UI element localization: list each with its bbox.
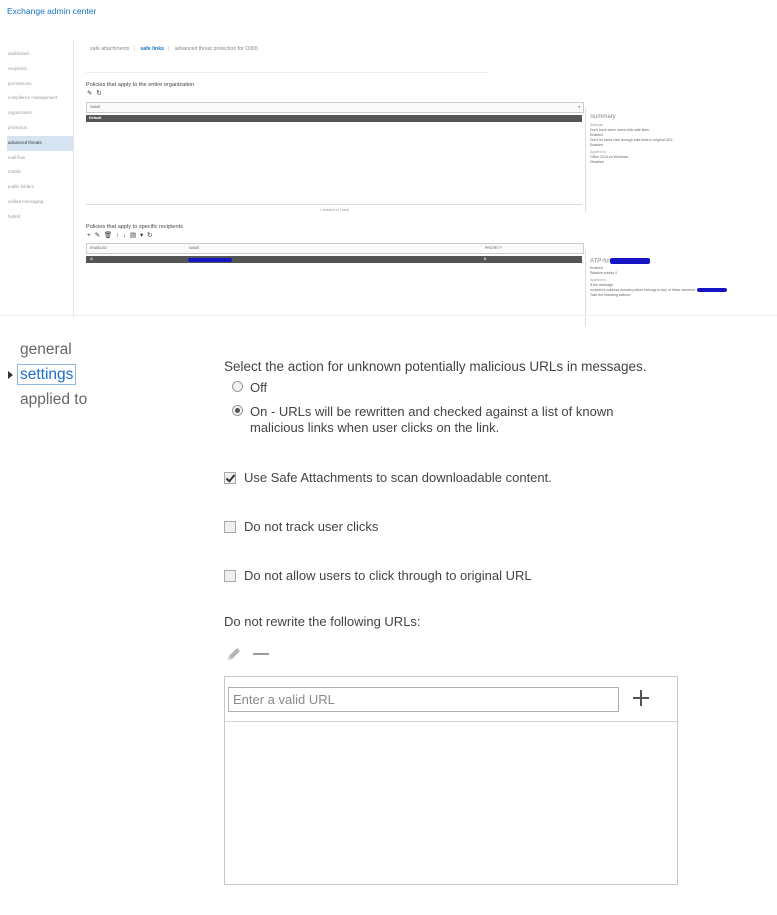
radio-on-icon[interactable]: [232, 405, 243, 416]
sidebar-item-mobile[interactable]: mobile: [8, 169, 21, 175]
summary-line2: Don't let users click through safe links to original URL:: [590, 138, 674, 142]
section-divider: [0, 315, 777, 316]
detail-priority: Relative priority 0: [590, 270, 618, 275]
column-name-header[interactable]: NAME: [90, 105, 101, 109]
org-policies-title: Policies that apply to the entire organization: [86, 82, 195, 88]
sidebar-item-permissions[interactable]: permissions: [8, 80, 32, 86]
redaction-mark: [188, 258, 232, 262]
summary-title: Summary: [590, 114, 616, 120]
sidebar-divider: [73, 40, 74, 318]
minus-icon[interactable]: [253, 653, 269, 655]
redaction-mark-2: [610, 258, 650, 264]
sidebar-nav: [7, 47, 73, 225]
selected-arrow-icon: [8, 371, 13, 379]
row-enabled-check[interactable]: ☑: [90, 257, 94, 261]
column-dropdown-icon[interactable]: ▾: [578, 105, 580, 109]
sidebar-item-organization[interactable]: organization: [8, 110, 32, 116]
row-priority: 0: [484, 257, 486, 261]
recipient-policies-title: Policies that apply to specific recipients: [86, 224, 184, 230]
nav-general[interactable]: general: [20, 341, 72, 358]
no-click-through-checkbox[interactable]: [224, 570, 236, 582]
no-click-through-checkbox-row[interactable]: Do not allow users to click through to original URL: [224, 569, 664, 585]
no-track-checkbox-row[interactable]: Do not track user clicks: [224, 520, 664, 536]
redaction-mark-3: [697, 288, 727, 292]
summary-line3-value: Disabled: [590, 160, 604, 164]
recipient-policies-toolbar[interactable]: + ✎ 🗑 ↑ ↓ ▤ ▾ ↻: [87, 232, 154, 239]
summary-applied-head: Applied to:: [590, 150, 607, 154]
url-input[interactable]: [228, 687, 619, 712]
radio-off-icon[interactable]: [232, 381, 243, 392]
radio-on-line2: malicious links when user clicks on the link.: [250, 420, 500, 435]
detail-title: ATP-for: [590, 258, 760, 265]
summary-line1: Don't track when users click safe links:: [590, 128, 650, 132]
sidebar-item-advanced-threats[interactable]: advanced threats: [7, 136, 73, 151]
table-row-atp[interactable]: ☑ for 0: [86, 256, 582, 263]
app-title: Exchange admin center: [7, 6, 97, 16]
radio-on-line1: On - URLs will be rewritten and checked against a list of known: [250, 404, 614, 419]
row-name: Default: [89, 116, 102, 120]
tab-safe-attachments[interactable]: safe attachments: [90, 46, 130, 52]
sidebar-item-recipients[interactable]: recipients: [8, 65, 27, 71]
summary-panel: [585, 108, 760, 212]
summary-line2-value: Enabled: [590, 143, 603, 147]
description-line: ——————————————————————————————————————————————————————————————————————————————————————————————————————————————————————————————: [86, 70, 488, 74]
table-row-default[interactable]: [86, 115, 582, 122]
no-track-checkbox[interactable]: [224, 521, 236, 533]
top-tabs: safe attachments | safe links | advanced threat protection for O365: [90, 46, 258, 52]
sidebar-item-unified-messaging[interactable]: unified messaging: [8, 198, 44, 204]
detail-extra: Take the following actions:: [590, 292, 631, 297]
summary-line3: Office 2016 on Windows:: [590, 155, 629, 159]
detail-condition: recipient's address domain portion belongs to any of these domains:: [590, 288, 760, 292]
sidebar-item-protection[interactable]: protection: [8, 124, 28, 130]
sidebar-item-hybrid[interactable]: hybrid: [8, 213, 20, 219]
safe-attachments-checkbox-row[interactable]: Use Safe Attachments to scan downloadable content.: [224, 471, 664, 487]
tab-safe-links[interactable]: safe links: [140, 46, 164, 52]
sidebar-item-compliance-management[interactable]: compliance management: [8, 95, 58, 101]
sidebar-item-dashboard[interactable]: dashboard: [8, 51, 29, 56]
no-rewrite-label: Do not rewrite the following URLs:: [224, 614, 421, 629]
safe-attachments-checkbox[interactable]: [224, 472, 236, 484]
nav-settings[interactable]: settings: [6, 365, 87, 390]
tab-atp-o365[interactable]: advanced threat protection for O365: [174, 46, 258, 52]
org-count-text: 1 selected of 1 total: [86, 204, 582, 212]
plus-icon[interactable]: [632, 689, 650, 707]
sidebar-item-public-folders[interactable]: public folders: [8, 184, 34, 190]
recipient-table-header: [86, 243, 584, 254]
nav-applied-to[interactable]: applied to: [20, 391, 88, 408]
sidebar-item-mail-flow[interactable]: mail flow: [8, 154, 26, 160]
column-enabled-header[interactable]: ENABLED: [90, 246, 107, 250]
column-name-header-2[interactable]: NAME: [189, 246, 200, 250]
action-question: Select the action for unknown potentially malicious URLs in messages.: [224, 359, 647, 374]
detail-status: Enabled: [590, 265, 603, 270]
radio-on[interactable]: [232, 404, 652, 438]
column-priority-header[interactable]: PRIORITY: [485, 246, 502, 250]
summary-line1-value: Enabled: [590, 133, 603, 137]
detail-if-line: If the message:: [590, 282, 614, 287]
summary-settings-head: Settings:: [590, 123, 604, 127]
detail-applied-head: Applied to:: [590, 277, 607, 282]
org-policies-toolbar[interactable]: ✎ ↻: [87, 90, 103, 97]
url-box-separator: [225, 721, 677, 722]
settings-left-nav: [6, 340, 87, 415]
org-table-header: [86, 102, 584, 113]
radio-off[interactable]: Off: [232, 380, 652, 396]
pencil-icon[interactable]: [225, 645, 243, 663]
